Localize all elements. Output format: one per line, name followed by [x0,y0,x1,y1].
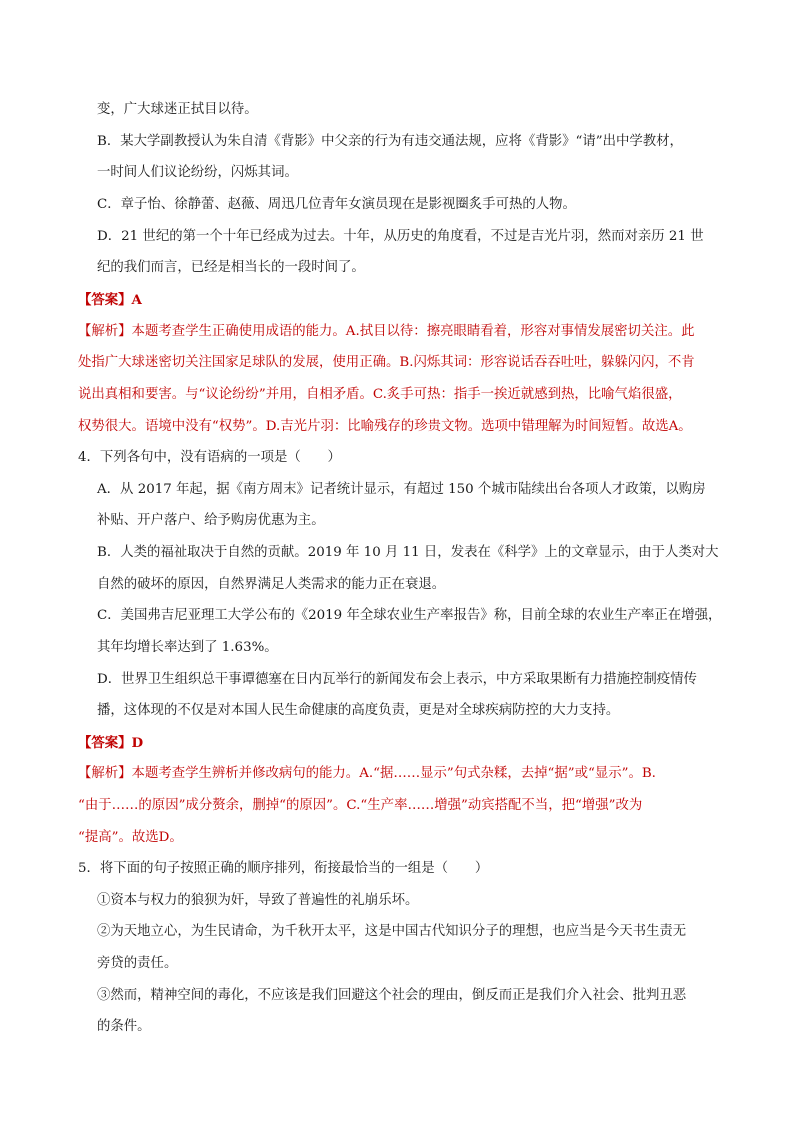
option-d: D．21 世纪的第一个十年已经成为过去。十年，从历史的角度看，不过是吉光片羽，然而对亲历 21 世 [97,229,704,244]
q4-option-a-continuation: 补贴、开户落户、给予购房优惠为主。 [97,513,325,528]
q4-option-d-continuation: 播，这体现的不仅是对本国人民生命健康的高度负责，更是对全球疾病防控的大力支持。 [97,703,620,718]
answer-q4: 【答案】D [78,735,144,751]
option-c: C．章子怡、徐静蕾、赵薇、周迅几位青年女演员现在是影视圈炙手可热的人物。 [97,197,576,212]
analysis-q4-line1: 【解析】本题考查学生辨析并修改病句的能力。A.“据……显示”句式杂糅，去掉“据”或“显示”。B. [78,766,656,781]
q4-option-d: D．世界卫生组织总干事谭德塞在日内瓦举行的新闻发布会上表示，中方采取果断有力措施控制疫情传 [97,672,697,687]
q5-sentence-2-continuation: 旁贷的责任。 [97,956,178,971]
question-4: 4．下列各句中，没有语病的一项是（ ） [78,450,341,465]
q4-option-b-continuation: 自然的破坏的原因，自然界满足人类需求的能力正在衰退。 [97,577,446,592]
analysis-q3-line1: 【解析】本题考查学生正确使用成语的能力。A.拭目以待：擦亮眼睛看着，形容对事情发展密切关注。此 [78,324,695,339]
analysis-q3-line3: 说出真相和要害。与“议论纷纷”并用，自相矛盾。C.炙手可热：指手一挨近就感到热，比喻气焰很盛， [78,387,682,402]
q4-option-b: B．人类的福祉取决于自然的贡献。2019 年 10 月 11 日，发表在《科学》上的文章显示，由于人类对大 [97,545,719,560]
question-5: 5．将下面的句子按照正确的顺序排列，衔接最恰当的一组是（ ） [78,861,489,876]
analysis-q4-line2: “由于……的原因”成分赘余，删掉“的原因”。C.“生产率……增强”动宾搭配不当，把“增强”改为 [78,798,643,813]
analysis-q3-line4: 权势很大。语境中没有“权势”。D.吉光片羽：比喻残存的珍贵文物。选项中错理解为时间短暂。故选A。 [78,419,692,434]
q4-option-c-continuation: 其年均增长率达到了 1.63%。 [97,640,278,655]
answer-q3: 【答案】A [78,292,142,308]
q4-option-a: A．从 2017 年起，据《南方周末》记者统计显示，有超过 150 个城市陆续出台各项人才政策，以购房 [97,482,706,497]
analysis-q3-line2: 处指广大球迷密切关注国家足球队的发展，使用正确。B.闪烁其词：形容说话吞吞吐吐，躲躲闪闪，不肯 [78,355,695,370]
q5-sentence-1: ①资本与权力的狼狈为奸，导致了普遍性的礼崩乐坏。 [97,893,419,908]
q5-sentence-3: ③然而，精神空间的毒化，不应该是我们回避这个社会的理由，倒反而正是我们介入社会、批判丑恶 [97,988,687,1003]
q5-sentence-2: ②为天地立心，为生民请命，为千秋开太平，这是中国古代知识分子的理想，也应当是今天书生责无 [97,924,687,939]
option-a-continuation: 变，广大球迷正拭目以待。 [97,102,258,117]
analysis-q4-line3: “提高”。故选D。 [78,830,183,845]
q4-option-c: C．美国弗吉尼亚理工大学公布的《2019 年全球农业生产率报告》称，目前全球的农业生产率正在增强， [97,608,722,623]
option-b: B．某大学副教授认为朱自清《背影》中父亲的行为有违交通法规，应将《背影》“请”出中学教材， [97,134,683,149]
q5-sentence-3-continuation: 的条件。 [97,1019,151,1034]
option-d-continuation: 纪的我们而言，已经是相当长的一段时间了。 [97,260,365,275]
option-b-continuation: 一时间人们议论纷纷，闪烁其词。 [97,165,298,180]
